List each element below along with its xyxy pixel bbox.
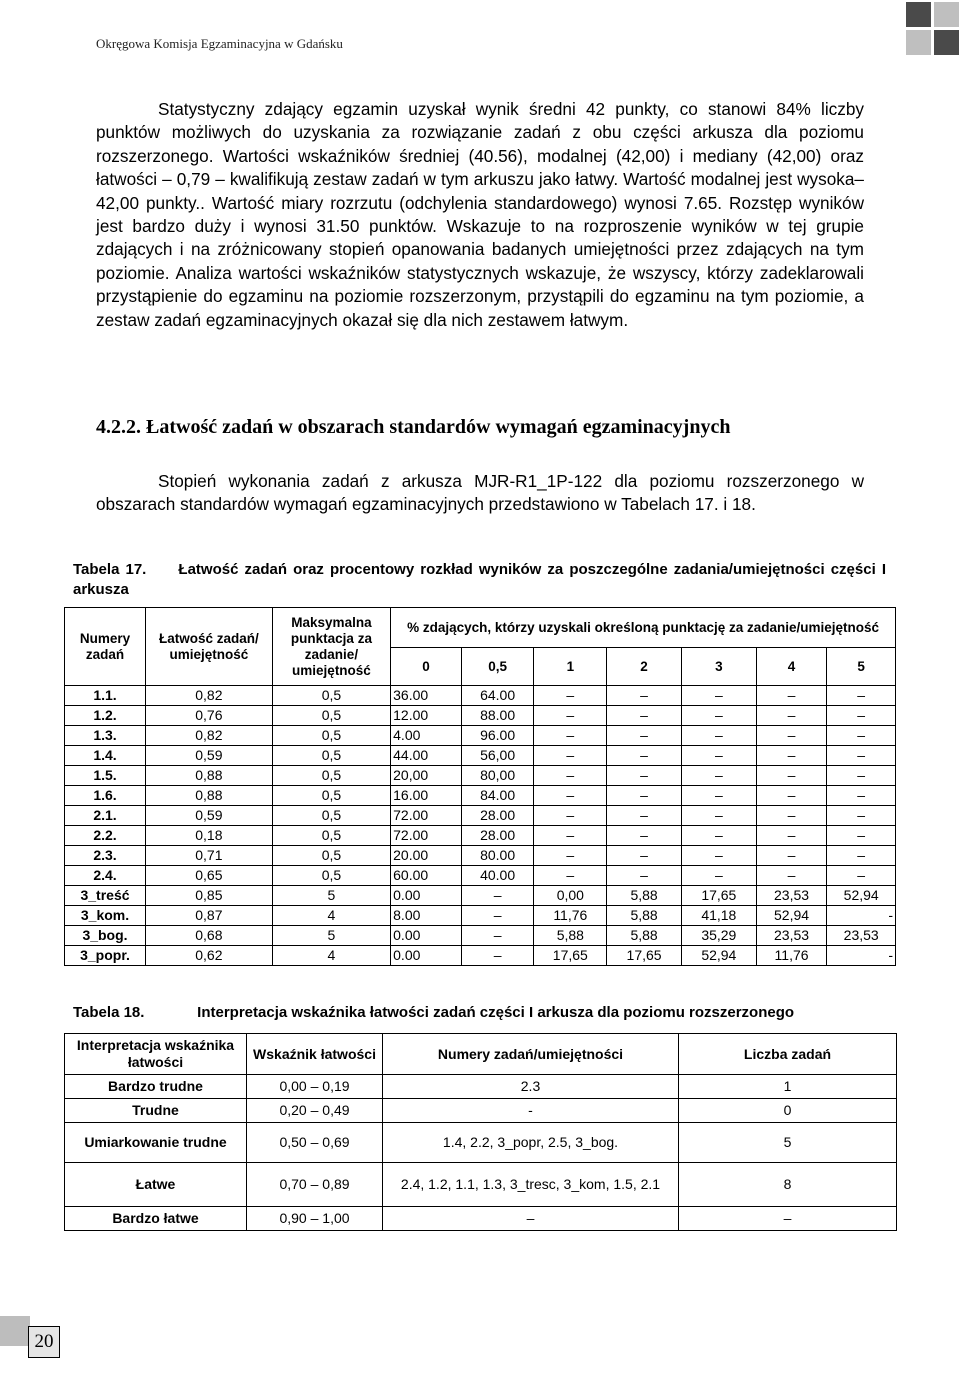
table-cell: 0,65 xyxy=(146,866,273,886)
header-task-numbers: Numery zadań xyxy=(65,608,146,686)
header-points: 3 xyxy=(681,648,756,686)
table-cell: 80,00 xyxy=(461,766,534,786)
page-number-box xyxy=(0,1316,56,1372)
table-cell: 0,5 xyxy=(272,846,390,866)
table-cell: 17,65 xyxy=(607,946,682,966)
table-cell: 88.00 xyxy=(461,706,534,726)
table-cell: 0,82 xyxy=(146,726,273,746)
table-cell: – xyxy=(827,746,896,766)
table-cell: – xyxy=(679,1207,897,1231)
table-17 xyxy=(64,607,896,966)
table-cell: 0,5 xyxy=(272,806,390,826)
section-heading: 4.2.2. Łatwość zadań w obszarach standardów wymagań egzaminacyjnych xyxy=(96,416,731,438)
table-cell: 17,65 xyxy=(534,946,607,966)
table-cell: 52,94 xyxy=(827,886,896,906)
category-cell: Umiarkowanie trudne xyxy=(65,1123,247,1163)
page-number: 20 xyxy=(28,1326,60,1358)
table-cell: – xyxy=(681,686,756,706)
table-cell: 4 xyxy=(272,906,390,926)
table-cell: 0,68 xyxy=(146,926,273,946)
header-percent: % zdających, którzy uzyskali określoną punktację za zadanie/umiejętność xyxy=(391,608,896,648)
table-row xyxy=(65,706,896,726)
table-cell: 8.00 xyxy=(391,906,462,926)
task-number-cell: 1.2. xyxy=(65,706,146,726)
table-cell: – xyxy=(681,786,756,806)
table-cell: 0.00 xyxy=(391,926,462,946)
table-cell: 12.00 xyxy=(391,706,462,726)
task-number-cell: 1.1. xyxy=(65,686,146,706)
corner-square xyxy=(934,30,959,55)
header-points: 1 xyxy=(534,648,607,686)
table-cell: 64.00 xyxy=(461,686,534,706)
table-cell: – xyxy=(607,686,682,706)
table-cell: – xyxy=(534,686,607,706)
table-cell: 0,50 – 0,69 xyxy=(247,1123,383,1163)
header-points: 0,5 xyxy=(461,648,534,686)
table-cell: – xyxy=(756,766,827,786)
table-cell: – xyxy=(534,766,607,786)
table-cell: 36.00 xyxy=(391,686,462,706)
table-cell: – xyxy=(607,786,682,806)
table-cell: – xyxy=(756,866,827,886)
table-cell: 0,87 xyxy=(146,906,273,926)
table-cell: 0,5 xyxy=(272,766,390,786)
table18-body xyxy=(65,1075,897,1231)
table-cell: 44.00 xyxy=(391,746,462,766)
table-row xyxy=(65,1123,897,1163)
table-cell: – xyxy=(534,726,607,746)
table-cell: 0,00 – 0,19 xyxy=(247,1075,383,1099)
table-cell: – xyxy=(607,726,682,746)
table-cell: – xyxy=(383,1207,679,1231)
table-row xyxy=(65,786,896,806)
table-cell: 84.00 xyxy=(461,786,534,806)
table-row xyxy=(65,766,896,786)
corner-decoration xyxy=(904,0,960,56)
table-cell: - xyxy=(827,946,896,966)
table-cell: 0,18 xyxy=(146,826,273,846)
table-cell: 5,88 xyxy=(607,886,682,906)
header-ease-index: Wskaźnik łatwości xyxy=(247,1034,383,1075)
table-cell: – xyxy=(461,886,534,906)
table-cell: – xyxy=(534,866,607,886)
table-cell: 0,88 xyxy=(146,786,273,806)
table-row xyxy=(65,946,896,966)
table-cell: – xyxy=(756,846,827,866)
table-cell: – xyxy=(534,706,607,726)
table-cell: 35,29 xyxy=(681,926,756,946)
intro-paragraph: Stopień wykonania zadań z arkusza MJR-R1_1P-122 dla poziomu rozszerzonego w obszarach standardów wymagań egzaminacyjnych przedstawiono w Tabelach 17. i 18. xyxy=(96,471,864,515)
table-cell: – xyxy=(607,846,682,866)
table-cell: 80.00 xyxy=(461,846,534,866)
table-cell: – xyxy=(534,846,607,866)
table-cell: – xyxy=(827,686,896,706)
table-cell: – xyxy=(827,706,896,726)
table-cell: – xyxy=(607,706,682,726)
table-cell: – xyxy=(827,726,896,746)
table-cell: 72.00 xyxy=(391,806,462,826)
table-cell: 0,5 xyxy=(272,746,390,766)
table-row xyxy=(65,886,896,906)
table-cell: 1.4, 2.2, 3_popr, 2.5, 3_bog. xyxy=(383,1123,679,1163)
table-row xyxy=(65,906,896,926)
table-row xyxy=(65,746,896,766)
table-row xyxy=(65,806,896,826)
table-cell: – xyxy=(461,906,534,926)
table-cell: – xyxy=(681,826,756,846)
table-cell: – xyxy=(756,826,827,846)
table-row xyxy=(65,1207,897,1231)
table-cell: 0.00 xyxy=(391,886,462,906)
header-ease: Łatwość zadań/ umiejętność xyxy=(146,608,273,686)
table-cell: 17,65 xyxy=(681,886,756,906)
table-cell: – xyxy=(756,746,827,766)
table-cell: – xyxy=(827,766,896,786)
table-cell: 0.00 xyxy=(391,946,462,966)
table-cell: 0,62 xyxy=(146,946,273,966)
table-cell: – xyxy=(681,866,756,886)
page-number-shadow xyxy=(0,1316,30,1346)
table-cell: – xyxy=(534,746,607,766)
table-cell: 11,76 xyxy=(534,906,607,926)
task-number-cell: 1.5. xyxy=(65,766,146,786)
task-number-cell: 1.4. xyxy=(65,746,146,766)
table-cell: 5 xyxy=(272,886,390,906)
table-cell: 52,94 xyxy=(681,946,756,966)
task-number-cell: 2.2. xyxy=(65,826,146,846)
category-cell: Łatwe xyxy=(65,1163,247,1207)
table-cell: 0,59 xyxy=(146,806,273,826)
table-cell: 41,18 xyxy=(681,906,756,926)
summary-paragraph: Statystyczny zdający egzamin uzyskał wynik średni 42 punkty, co stanowi 84% liczby punktów możliwych do uzyskania za rozwiązanie zadań z obu części arkusza dla poziomu rozszerzonego. Wartości wskaźników średniej (40.56), modalnej (42,00) i mediany (42,00) oraz łatwości – 0,79 – kwalifikują zestaw zadań w tym arkuszu jako łatwy. Wartość modalnej jest wysoka– 42,00 punkty.. Wartość miary rozrzutu (odchylenia standardowego) wynosi 7.65. Rozstęp wyników jest bardzo duży i wynosi 31.50 punktów. Wskazuje to na rozproszenie wyników w tej grupie zdających i na zróżnicowany stopień opanowania badanych umiejętności przez zdających na tym poziomie. Analiza wartości wskaźników statystycznych wskazuje, że wszyscy, którzy zadeklarowali przystąpienie do egzaminu na poziomie rozszerzonym, przystąpili do egzaminu na tym poziomie, a zestaw zadań egzaminacyjnych okazał się dla nich zestawem łatwym. xyxy=(96,99,864,330)
table17-label: Tabela 17. xyxy=(73,561,147,578)
task-number-cell: 1.6. xyxy=(65,786,146,806)
table-cell: 11,76 xyxy=(756,946,827,966)
table-cell: 72.00 xyxy=(391,826,462,846)
header-task-count: Liczba zadań xyxy=(679,1034,897,1075)
table18-label: Tabela 18. xyxy=(73,1004,145,1021)
table-cell: 0,5 xyxy=(272,826,390,846)
table-cell: 23,53 xyxy=(756,886,827,906)
table-cell: – xyxy=(681,746,756,766)
table-cell: 0,00 xyxy=(534,886,607,906)
category-cell: Bardzo łatwe xyxy=(65,1207,247,1231)
table-cell: 0,90 – 1,00 xyxy=(247,1207,383,1231)
table-cell: – xyxy=(681,766,756,786)
header-interpretation: Interpretacja wskaźnika łatwości xyxy=(65,1034,247,1075)
table-cell: – xyxy=(681,706,756,726)
task-number-cell: 3_treść xyxy=(65,886,146,906)
table-cell: 0,5 xyxy=(272,726,390,746)
table-cell: – xyxy=(607,806,682,826)
table-cell: 4 xyxy=(272,946,390,966)
table17-caption xyxy=(73,560,886,600)
table18-caption-text: Interpretacja wskaźnika łatwości zadań części I arkusza dla poziomu rozszerzonego xyxy=(197,1004,795,1021)
table-cell: - xyxy=(827,906,896,926)
task-number-cell: 2.4. xyxy=(65,866,146,886)
table-cell: 0,70 – 0,89 xyxy=(247,1163,383,1207)
table-cell: 5 xyxy=(679,1123,897,1163)
table-row xyxy=(65,846,896,866)
task-number-cell: 3_kom. xyxy=(65,906,146,926)
task-number-cell: 3_bog. xyxy=(65,926,146,946)
table-row xyxy=(65,926,896,946)
table-cell: – xyxy=(827,866,896,886)
header-points: 0 xyxy=(391,648,462,686)
table-row xyxy=(65,1163,897,1207)
table-cell: 0,88 xyxy=(146,766,273,786)
table-cell: – xyxy=(827,786,896,806)
table-row xyxy=(65,1075,897,1099)
category-cell: Bardzo trudne xyxy=(65,1075,247,1099)
table-cell: 0,82 xyxy=(146,686,273,706)
header-points: 4 xyxy=(756,648,827,686)
table-cell: 20,00 xyxy=(391,766,462,786)
table-cell: – xyxy=(607,866,682,886)
task-number-cell: 1.3. xyxy=(65,726,146,746)
table-cell: 5,88 xyxy=(534,926,607,946)
task-number-cell: 3_popr. xyxy=(65,946,146,966)
category-cell: Trudne xyxy=(65,1099,247,1123)
table-cell: 20.00 xyxy=(391,846,462,866)
table-cell: 16.00 xyxy=(391,786,462,806)
header-points: 5 xyxy=(827,648,896,686)
table18-caption xyxy=(73,1003,886,1023)
table-cell: – xyxy=(607,746,682,766)
table-cell: 5,88 xyxy=(607,926,682,946)
table-cell: – xyxy=(827,846,896,866)
table-cell: – xyxy=(827,826,896,846)
table-cell: – xyxy=(534,806,607,826)
table-cell: 0,71 xyxy=(146,846,273,866)
corner-square xyxy=(934,2,959,27)
header-task-numbers: Numery zadań/umiejętności xyxy=(383,1034,679,1075)
table-cell: 0 xyxy=(679,1099,897,1123)
corner-square xyxy=(906,2,931,27)
table-cell: – xyxy=(681,806,756,826)
table-cell: – xyxy=(756,786,827,806)
table-cell: 2.3 xyxy=(383,1075,679,1099)
table-cell: 0,5 xyxy=(272,706,390,726)
table-cell: 0,20 – 0,49 xyxy=(247,1099,383,1123)
table-cell: 2.4, 1.2, 1.1, 1.3, 3_tresc, 3_kom, 1.5, 2.1 xyxy=(383,1163,679,1207)
table-cell: – xyxy=(681,726,756,746)
table-cell: 56,00 xyxy=(461,746,534,766)
table-cell: – xyxy=(827,806,896,826)
table-row xyxy=(65,826,896,846)
table-cell: 60.00 xyxy=(391,866,462,886)
table-row xyxy=(65,726,896,746)
table-18 xyxy=(64,1033,897,1231)
header-points: 2 xyxy=(607,648,682,686)
table-cell: 1 xyxy=(679,1075,897,1099)
table-cell: – xyxy=(534,826,607,846)
table-cell: 23,53 xyxy=(756,926,827,946)
corner-square xyxy=(906,30,931,55)
table-cell: 0,59 xyxy=(146,746,273,766)
table-cell: – xyxy=(607,766,682,786)
table-cell: – xyxy=(756,706,827,726)
table-cell: – xyxy=(534,786,607,806)
table-cell: 23,53 xyxy=(827,926,896,946)
table-cell: 0,76 xyxy=(146,706,273,726)
table-cell: 0,85 xyxy=(146,886,273,906)
table-cell: 0,5 xyxy=(272,786,390,806)
table-cell: – xyxy=(756,726,827,746)
table-cell: 8 xyxy=(679,1163,897,1207)
table-cell: 28.00 xyxy=(461,826,534,846)
table-cell: 4.00 xyxy=(391,726,462,746)
table-cell: 0,5 xyxy=(272,686,390,706)
page-header: Okręgowa Komisja Egzaminacyjna w Gdańsku xyxy=(96,36,343,51)
table-row xyxy=(65,1099,897,1123)
table-row xyxy=(65,866,896,886)
table-row xyxy=(65,686,896,706)
table-cell: - xyxy=(383,1099,679,1123)
table-cell: 0,5 xyxy=(272,866,390,886)
table-cell: 5,88 xyxy=(607,906,682,926)
table-cell: – xyxy=(461,946,534,966)
table-cell: 52,94 xyxy=(756,906,827,926)
task-number-cell: 2.3. xyxy=(65,846,146,866)
table17-caption-text: Łatwość zadań oraz procentowy rozkład wyników za poszczególne zadania/umiejętności części I arkusza xyxy=(73,561,886,598)
table-cell: 28.00 xyxy=(461,806,534,826)
table17-body xyxy=(65,686,896,966)
table-cell: – xyxy=(756,806,827,826)
table-cell: – xyxy=(607,826,682,846)
table-cell: 5 xyxy=(272,926,390,946)
table-cell: – xyxy=(461,926,534,946)
table-cell: – xyxy=(681,846,756,866)
table-cell: 96.00 xyxy=(461,726,534,746)
task-number-cell: 2.1. xyxy=(65,806,146,826)
table-cell: 40.00 xyxy=(461,866,534,886)
table-cell: – xyxy=(756,686,827,706)
header-max-points: Maksymalna punktacja za zadanie/ umiejętność xyxy=(272,608,390,686)
